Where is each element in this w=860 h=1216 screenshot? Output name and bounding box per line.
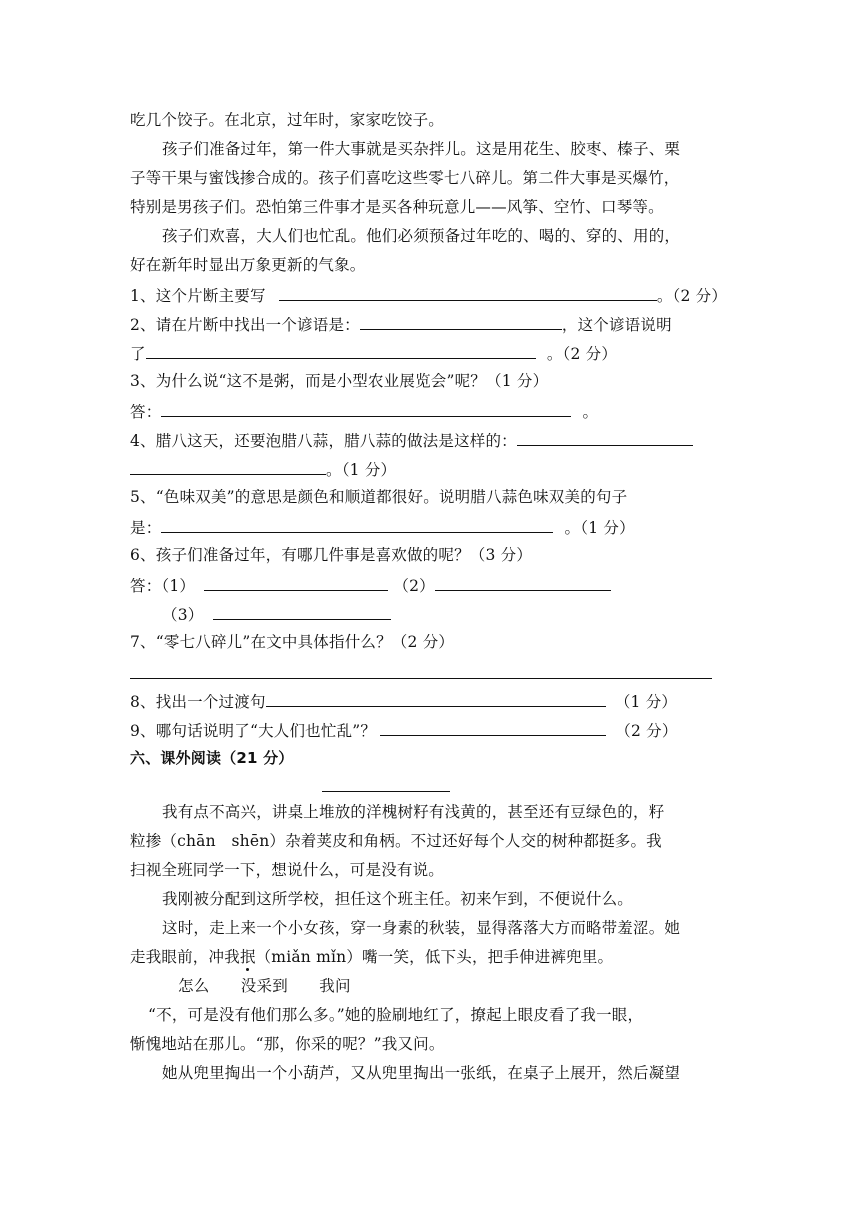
answer-label-6-1: 答：（1） <box>130 577 196 595</box>
answer-blank-9[interactable] <box>380 719 606 736</box>
passage2-line-8: “不，可是没有他们那么多。”她的脸刷地红了，撩起上眼皮看了我一眼， <box>148 1006 644 1024</box>
question-9 <box>130 719 678 741</box>
question-2 <box>130 313 672 335</box>
question-3: 3、为什么说“这不是粥，而是小型农业展览会”呢？（1 分） <box>130 372 549 390</box>
answer-blank-4b[interactable] <box>130 458 326 475</box>
question-9-text: 9、哪句话说明了“大人们也忙乱”？ <box>130 722 377 740</box>
question-8-text: 8、找出一个过渡句 <box>130 693 266 711</box>
answer-blank-4a[interactable] <box>517 429 693 446</box>
answer-end-3: 。 <box>582 403 599 421</box>
passage2-line-1: 我有点不高兴，讲桌上堆放的洋槐树籽有浅黄的，甚至还有豆绿色的，籽 <box>162 803 665 821</box>
question-8 <box>130 690 677 712</box>
question-5-text-b: 是： <box>130 519 162 537</box>
passage1-line-5: 孩子们欢喜，大人们也忙乱。他们必须预备过年吃的、喝的、穿的、用的， <box>162 227 681 245</box>
question-6-answers <box>130 574 611 596</box>
answer-label-3: 答： <box>130 403 162 421</box>
question-5: 5、“色味双美”的意思是颜色和顺道都很好。说明腊八蒜色味双美的句子 <box>130 488 628 506</box>
question-1-text: 1、这个片断主要写 <box>130 287 266 305</box>
passage2-line-6a: 走我眼前，冲我 <box>130 948 240 966</box>
answer-blank-2a[interactable] <box>360 313 562 330</box>
answer-label-6-2: （2） <box>393 577 435 595</box>
passage1-line-4: 特别是男孩子们。恐怕第三件事才是买各种玩意儿——风筝、空竹、口琴等。 <box>130 198 664 216</box>
answer-blank-6-1[interactable] <box>204 574 388 591</box>
answer-blank-8[interactable] <box>266 690 606 707</box>
passage2-line-9: 惭愧地站在那儿。“那，你采的呢？”我又问。 <box>130 1035 445 1053</box>
question-4-cont <box>130 458 396 480</box>
question-5-cont <box>130 516 635 538</box>
question-8-score: （1 分） <box>614 693 678 711</box>
answer-blank-6-3[interactable] <box>213 603 391 620</box>
passage2-line-6c: （miǎn mǐn）嘴一笑，低下头，把手伸进裤兜里。 <box>255 948 614 966</box>
passage1-line-2: 孩子们准备过年，第一件大事就是买杂拌儿。这是用花生、胶枣、榛子、栗 <box>162 140 681 158</box>
question-2-text-c: 了 <box>130 345 146 363</box>
question-2-text-b: ，这个谚语说明 <box>561 316 672 334</box>
question-2-score: 。（2 分） <box>546 345 618 363</box>
question-3-answer <box>130 400 598 422</box>
question-6: 6、孩子们准备过年，有哪几件事是喜欢做的呢？（3 分） <box>130 546 533 564</box>
question-9-score: （2 分） <box>615 722 678 740</box>
question-7: 7、“零七八碎儿”在文中具体指什么？（2 分） <box>130 633 455 651</box>
passage2-line-6 <box>130 947 613 967</box>
passage2-line-4: 我刚被分配到这所学校，担任这个班主任。初来乍到，不便说什么。 <box>162 890 634 908</box>
answer-blank-5[interactable] <box>161 516 553 533</box>
passage1-line-1: 吃几个饺子。在北京，过年时，家家吃饺子。 <box>130 111 445 129</box>
question-1 <box>130 284 727 306</box>
question-6-answers-cont <box>162 603 391 625</box>
passage1-line-3: 子等干果与蜜饯掺合成的。孩子们喜吃这些零七八碎儿。第二件大事是买爆竹， <box>130 169 680 187</box>
answer-blank-3[interactable] <box>161 400 571 417</box>
passage2-line-7: 怎么 没采到 我问 <box>178 977 351 995</box>
question-1-score: 。（2 分） <box>656 287 728 305</box>
passage2-line-5: 这时，走上来一个小女孩，穿一身素的秋装，显得落落大方而略带羞涩。她 <box>162 919 681 937</box>
question-2-text: 2、请在片断中找出一个谚语是： <box>130 316 360 334</box>
passage2-line-2: 粒掺（chān shēn）杂着荚皮和角柄。不过还好每个人交的树种都挺多。我 <box>130 832 662 850</box>
question-5-score: 。（1 分） <box>564 519 635 537</box>
passage1-line-6: 好在新年时显出万象更新的气象。 <box>130 256 366 274</box>
passage2-line-3: 扫视全班同学一下，想说什么，可是没有说。 <box>130 861 445 879</box>
answer-blank-1[interactable] <box>279 284 657 301</box>
answer-blank-6-2[interactable] <box>435 574 611 591</box>
question-4-score: 。（1 分） <box>326 461 397 479</box>
answer-blank-2b[interactable] <box>146 342 536 359</box>
question-4 <box>130 429 693 451</box>
dotted-character: 抿 <box>239 948 256 966</box>
question-2-cont <box>130 342 617 364</box>
passage2-line-10: 她从兜里掏出一个小葫芦，又从兜里掏出一张纸，在桌子上展开，然后凝望 <box>162 1064 681 1082</box>
section-6-heading: 六、课外阅读（21 分） <box>130 749 294 767</box>
answer-line-7[interactable] <box>130 678 712 679</box>
question-4-text: 4、腊八这天，还要泡腊八蒜，腊八蒜的做法是这样的： <box>130 432 517 450</box>
title-blank-line[interactable] <box>322 791 450 792</box>
answer-label-6-3: （3） <box>162 606 204 624</box>
